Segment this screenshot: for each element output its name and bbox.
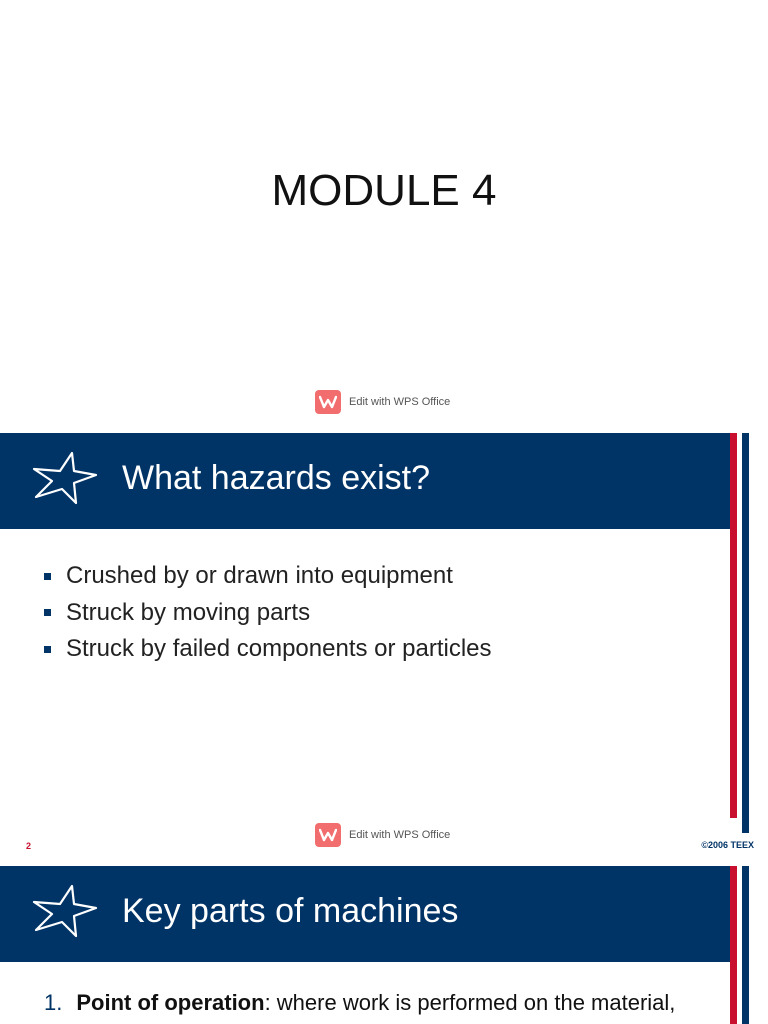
bullet-square-icon bbox=[44, 646, 51, 653]
numbered-list-item: 1. Point of operation: where work is performed on the material, bbox=[44, 990, 676, 1015]
slide-hazards bbox=[0, 433, 768, 866]
slide-key-parts bbox=[0, 866, 768, 1024]
list-item: Crushed by or drawn into equipment bbox=[44, 558, 492, 595]
wps-watermark[interactable] bbox=[315, 390, 450, 414]
slide-title: What hazards exist? bbox=[122, 459, 431, 497]
wps-watermark-text: Edit with WPS Office bbox=[349, 396, 451, 408]
side-stripe-blue bbox=[742, 866, 749, 1024]
slide-header-bar bbox=[0, 433, 730, 529]
bullet-square-icon bbox=[44, 609, 51, 616]
side-stripe-red bbox=[730, 433, 737, 818]
copyright-text: ©2006 TEEX bbox=[701, 840, 754, 850]
term: Point of operation bbox=[76, 990, 265, 1015]
module-title: MODULE 4 bbox=[271, 166, 497, 215]
slide-title: Key parts of machines bbox=[122, 892, 459, 930]
hazard-list bbox=[44, 558, 492, 668]
side-stripe-red bbox=[730, 866, 737, 1024]
list-item: Struck by moving parts bbox=[44, 595, 492, 632]
slide-header-bar bbox=[0, 866, 730, 962]
wps-logo-icon bbox=[315, 390, 341, 414]
star-outline-icon bbox=[32, 884, 98, 940]
slide-module-title bbox=[0, 0, 768, 433]
list-item: Struck by failed components or particles bbox=[44, 631, 492, 668]
bullet-square-icon bbox=[44, 573, 51, 580]
star-outline-icon bbox=[32, 451, 98, 507]
term-description: : where work is performed on the material, bbox=[264, 990, 676, 1015]
wps-watermark-text: Edit with WPS Office bbox=[349, 829, 451, 841]
wps-watermark[interactable] bbox=[315, 823, 450, 847]
wps-logo-icon bbox=[315, 823, 341, 847]
page-number: 2 bbox=[26, 841, 32, 851]
side-stripe-blue bbox=[742, 433, 749, 833]
